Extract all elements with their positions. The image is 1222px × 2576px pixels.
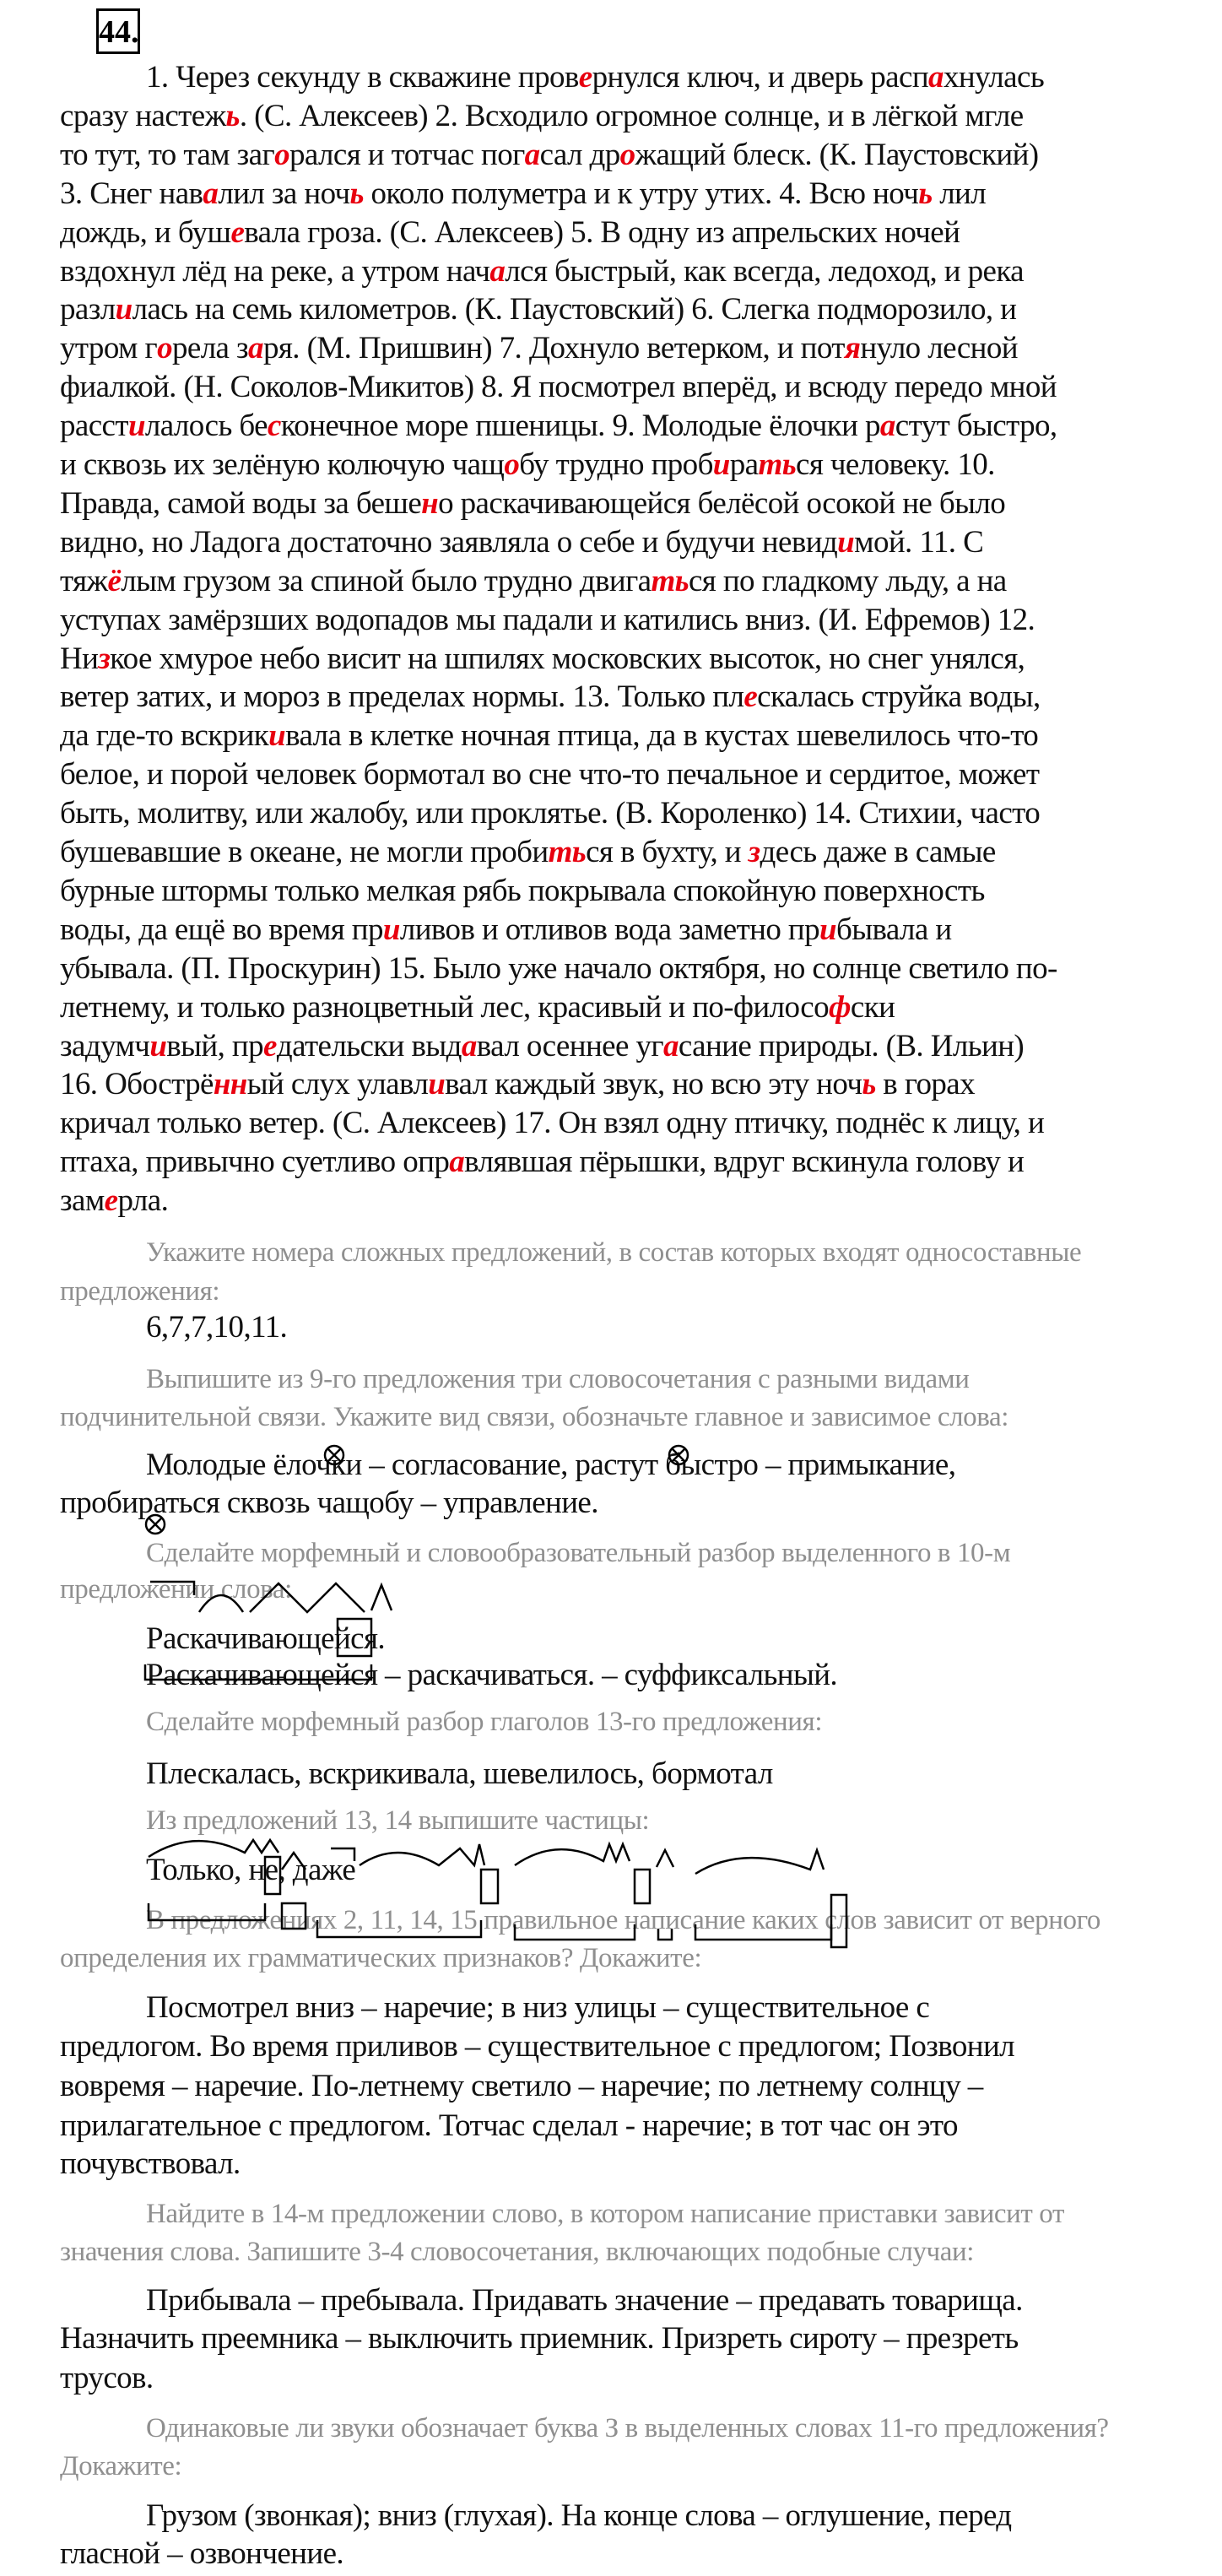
text-line xyxy=(60,718,1038,754)
task-answer: Молодые ёлочки – согласование, растут быстро – примыкание, xyxy=(146,1448,956,1482)
highlighted-letter: ь xyxy=(918,176,933,211)
task-question: предложении слова: xyxy=(60,1574,292,1605)
text-segment: зам xyxy=(60,1183,105,1219)
text-line xyxy=(60,486,1005,522)
text-segment: Правда, самой воды за беше xyxy=(60,485,422,521)
task-question: Укажите номера сложных предложений, в состав которых входят односоставные xyxy=(146,1237,1082,1268)
text-segment: рела з xyxy=(171,331,249,366)
task-question: Найдите в 14-м предложении слово, в котором написание приставки зависит от xyxy=(146,2199,1064,2229)
task-question: подчинительной связи. Укажите вид связи, обозначьте главное и зависимое слова: xyxy=(60,1402,1009,1432)
text-segment: сразу настеж xyxy=(60,98,226,133)
text-segment: рнулся ключ, и дверь расп xyxy=(592,60,929,95)
highlighted-letter: и xyxy=(428,1067,446,1102)
text-segment: вала в клетке ночная птица, да в кустах шевелилось что-то xyxy=(285,718,1039,754)
highlighted-letter: е xyxy=(104,1183,118,1219)
highlighted-letter: ть xyxy=(651,563,689,598)
highlighted-letter: с xyxy=(267,409,281,444)
text-line xyxy=(60,757,1039,793)
text-segment: уступах замёрзших водопадов мы падали и катились вниз. (И. Ефремов) 12. xyxy=(60,602,1035,637)
highlighted-letter: о xyxy=(619,137,635,172)
task-question: В предложениях 2, 11, 14, 15 правильное написание каких слов зависит от верного xyxy=(146,1905,1101,1935)
text-segment: 3. Снег нав xyxy=(60,176,203,211)
text-segment: около полуметра и к утру утих. 4. Всю ноч xyxy=(363,176,919,211)
highlighted-letter: н xyxy=(421,485,439,521)
task-answer: Грузом (звонкая); вниз (глухая). На конце слова – оглушение, перед xyxy=(146,2498,1012,2533)
text-segment: воды, да ещё во время пр xyxy=(60,912,383,947)
highlighted-letter: и xyxy=(712,447,730,482)
highlighted-letter: и xyxy=(837,524,855,560)
text-segment: лым грузом за спиной было трудно двига xyxy=(121,563,652,598)
highlighted-letter: а xyxy=(928,60,944,95)
text-segment: разл xyxy=(60,292,116,327)
highlighted-letter: а xyxy=(489,253,506,289)
highlighted-letter: ь xyxy=(225,98,240,133)
text-line xyxy=(60,641,1025,677)
task-answer: Прибывала – пребывала. Придавать значение – предавать товарища. xyxy=(146,2283,1023,2318)
task-answer: Только, не, даже xyxy=(146,1853,356,1887)
text-segment: 16. Обострё xyxy=(60,1067,214,1102)
text-segment: скалась струйка воды, xyxy=(757,679,1041,715)
text-segment: ра xyxy=(729,447,759,482)
task-answer: вовремя – наречие. По-летнему светило – наречие; по летнему солнцу – xyxy=(60,2069,983,2103)
highlighted-letter: а xyxy=(203,176,219,211)
highlighted-letter: ф xyxy=(829,989,851,1025)
text-segment: быть, молитву, или жалобу, или проклятье. (В. Короленко) 14. Стихии, часто xyxy=(60,796,1041,831)
text-segment: кое хмурое небо висит на шпилях московских высоток, но снег унялся, xyxy=(110,641,1025,676)
text-line xyxy=(60,176,986,212)
highlighted-letter: а xyxy=(524,137,540,172)
text-line xyxy=(146,60,1044,95)
task-answer: пробираться сквозь чащобу – управление. xyxy=(60,1486,598,1520)
text-line xyxy=(60,215,960,251)
highlighted-letter: ть xyxy=(548,835,587,869)
highlighted-letter: е xyxy=(578,60,592,95)
task-question: определения их грамматических признаков? Докажите: xyxy=(60,1943,702,1973)
task-answer: предлогом. Во время приливов – существительное с предлогом; Позвонил xyxy=(60,2029,1015,2064)
text-segment: дательски выд xyxy=(276,1028,462,1063)
text-line xyxy=(60,525,983,560)
text-segment: видно, но Ладога достаточно заявляла о себе и будучи невид xyxy=(60,524,838,560)
text-segment: мой. 11. С xyxy=(854,524,984,560)
text-line xyxy=(60,951,1057,987)
text-segment: жащий блеск. (К. Паустовский) xyxy=(635,137,1039,172)
text-line xyxy=(60,796,1040,831)
task-answer: почувствовал. xyxy=(60,2146,241,2181)
text-segment: конечное море пшеницы. 9. Молодые ёлочки р xyxy=(280,409,880,444)
text-line xyxy=(60,874,985,909)
text-line xyxy=(60,1029,1024,1064)
highlighted-letter: е xyxy=(263,1028,277,1063)
highlighted-letter: з xyxy=(98,641,111,676)
text-segment: сал др xyxy=(539,137,620,172)
text-segment: лалось бе xyxy=(144,409,268,444)
task-answer: Раскачивающейся. xyxy=(146,1621,386,1656)
text-line xyxy=(60,912,952,948)
highlighted-letter: а xyxy=(248,331,263,366)
highlighted-letter: а xyxy=(449,1145,465,1180)
task-answer: 6,7,7,10,11. xyxy=(146,1310,288,1345)
task-answer: Посмотрел вниз – наречие; в низ улицы – существительное с xyxy=(146,1990,930,2025)
text-segment: стут быстро, xyxy=(895,409,1057,444)
task-question: значения слова. Запишите 3-4 словосочетания, включающих подобные случаи: xyxy=(60,2237,975,2267)
text-line xyxy=(60,1183,168,1219)
task-question: Докажите: xyxy=(60,2451,182,2481)
text-line xyxy=(60,409,1057,444)
text-line xyxy=(60,447,995,483)
highlighted-letter: а xyxy=(662,1028,679,1063)
task-question: Одинаковые ли звуки обозначает буква З в выделенных словах 11-го предложения? xyxy=(146,2413,1109,2443)
text-line xyxy=(60,679,1041,715)
text-segment: лил xyxy=(932,176,987,211)
highlighted-letter: а xyxy=(461,1028,477,1063)
text-segment: фиалкой. (Н. Соколов-Микитов) 8. Я посмотрел вперёд, и всюду передо мной xyxy=(60,370,1057,405)
text-segment: и сквозь их зелёную колючую чащ xyxy=(60,447,505,482)
postfix-mark xyxy=(371,1585,392,1610)
highlighted-letter: и xyxy=(382,912,400,947)
task-answer: Назначить преемника – выключить приемник. Призреть сироту – презреть xyxy=(60,2321,1019,2356)
text-segment: вала гроза. (С. Алексеев) 5. В одну из апрельских ночей xyxy=(244,214,960,250)
text-line xyxy=(60,1145,1024,1180)
text-segment: лся быстрый, как всегда, ледоход, и река xyxy=(505,253,1024,289)
highlighted-letter: ь xyxy=(862,1067,876,1102)
text-segment: вый, пр xyxy=(166,1028,264,1063)
text-segment: ветер затих, и мороз в пределах нормы. 13. Только пл xyxy=(60,679,744,715)
text-line xyxy=(60,1067,975,1102)
text-segment: Ни xyxy=(60,641,99,676)
text-segment: летнему, и только разноцветный лес, красивый и по-филосо xyxy=(60,989,830,1025)
text-segment: в горах xyxy=(875,1067,976,1102)
text-line xyxy=(60,292,1016,327)
highlighted-letter: ь xyxy=(349,176,364,211)
text-segment: . (С. Алексеев) 2. Всходило огромное солнце, и в лёгкой мгле xyxy=(239,98,1024,133)
text-segment: ря. (М. Пришвин) 7. Дохнуло ветерком, и пот xyxy=(262,331,845,366)
exercise-number: 44. xyxy=(96,8,140,54)
task-answer: Плескалась, вскрикивала, шевелилось, бормотал xyxy=(146,1756,773,1791)
highlighted-letter: я xyxy=(844,331,861,366)
text-segment: вздохнул лёд на реке, а утром нач xyxy=(60,253,490,289)
text-segment: хнулась xyxy=(943,60,1045,95)
text-segment: задумч xyxy=(60,1028,150,1063)
text-segment: ливов и отливов вода заметно пр xyxy=(399,912,820,947)
task-answer: Раскачивающейся – раскачиваться. – суффиксальный. xyxy=(146,1658,838,1692)
task-question: Сделайте морфемный разбор глаголов 13-го предложения: xyxy=(146,1707,823,1737)
text-segment: бу трудно проб xyxy=(519,447,713,482)
highlighted-letter: е xyxy=(230,214,245,250)
text-line xyxy=(60,331,1018,366)
highlighted-letter: о xyxy=(274,137,289,172)
task-question: Сделайте морфемный и словообразовательный разбор выделенного в 10-м xyxy=(146,1538,1011,1568)
text-segment: ый слух улавл xyxy=(246,1067,429,1102)
highlighted-letter: е xyxy=(743,679,758,715)
text-segment: 1. Через секунду в скважине пров xyxy=(146,60,579,95)
text-segment: кричал только ветер. (С. Алексеев) 17. Он взял одну птичку, поднёс к лицу, и xyxy=(60,1106,1045,1141)
text-segment: белое, и порой человек бормотал во сне что-то печальное и сердитое, может xyxy=(60,757,1040,793)
text-line xyxy=(60,99,1024,134)
text-segment: птаха, привычно суетливо опр xyxy=(60,1145,450,1180)
text-segment: утром г xyxy=(60,331,158,366)
task-question: предложения: xyxy=(60,1276,220,1307)
highlighted-letter: о xyxy=(504,447,520,482)
text-segment: то тут, то там заг xyxy=(60,137,275,172)
text-segment: о раскачивающейся белёсой осокой не было xyxy=(438,485,1006,521)
text-segment: рался и тотчас пог xyxy=(289,137,525,172)
highlighted-letter: з xyxy=(748,835,760,869)
text-line xyxy=(60,1106,1044,1141)
text-line xyxy=(60,254,1024,290)
task-answer: прилагательное с предлогом. Тотчас сделал - наречие; в тот час он это xyxy=(60,2108,958,2143)
highlighted-letter: и xyxy=(268,718,286,754)
text-line xyxy=(60,370,1057,405)
text-line xyxy=(60,990,895,1026)
text-line xyxy=(60,564,1007,599)
text-segment: лил за ноч xyxy=(218,176,350,211)
text-segment: да где-то вскрик xyxy=(60,718,269,754)
task-answer: гласной – озвончение. xyxy=(60,2536,344,2571)
task-question: Выпишите из 9-го предложения три словосочетания с разными видами xyxy=(146,1364,970,1394)
text-line xyxy=(60,603,1035,638)
text-segment: десь даже в самые xyxy=(760,835,996,869)
text-segment: рла. xyxy=(117,1183,169,1219)
text-segment: тяж xyxy=(60,563,108,598)
text-segment: вал каждый звук, но всю эту ноч xyxy=(445,1067,862,1102)
text-segment: дождь, и буш xyxy=(60,214,231,250)
highlighted-letter: и xyxy=(819,912,837,947)
text-segment: вал осеннее уг xyxy=(476,1028,663,1063)
text-segment: сание природы. (В. Ильин) xyxy=(678,1028,1025,1063)
task-question: Из предложений 13, 14 выпишите частицы: xyxy=(146,1805,650,1836)
text-line xyxy=(60,835,996,870)
highlighted-letter: и xyxy=(149,1028,167,1063)
text-segment: влявшая пёрышки, вдруг вскинула голову и xyxy=(464,1145,1025,1180)
highlighted-letter: и xyxy=(115,292,132,327)
text-segment: ски xyxy=(850,989,895,1025)
text-segment: расст xyxy=(60,409,128,444)
text-segment: ся в бухту, и xyxy=(586,835,749,869)
task-answer: трусов. xyxy=(60,2361,154,2395)
highlighted-letter: а xyxy=(879,409,895,444)
text-segment: бывала и xyxy=(836,912,952,947)
text-segment: ся по гладкому льду, а на xyxy=(688,563,1007,598)
text-segment: нуло лесной xyxy=(860,331,1018,366)
highlighted-letter: ть xyxy=(758,447,797,482)
text-line xyxy=(60,138,1039,173)
highlighted-letter: и xyxy=(127,409,145,444)
text-segment: лась на семь километров. (К. Паустовский) 6. Слегка подморозило, и xyxy=(132,292,1017,327)
highlighted-letter: нн xyxy=(213,1067,247,1102)
text-segment: убывала. (П. Проскурин) 15. Было уже начало октября, но солнце светило по- xyxy=(60,950,1057,986)
text-segment: бушевавшие в океане, не могли проби xyxy=(60,835,549,869)
text-segment: ся человеку. 10. xyxy=(796,447,995,482)
highlighted-letter: о xyxy=(157,331,172,366)
highlighted-letter: ё xyxy=(107,563,122,598)
text-segment: бурные штормы только мелкая рябь покрывала спокойную поверхность xyxy=(60,873,985,908)
